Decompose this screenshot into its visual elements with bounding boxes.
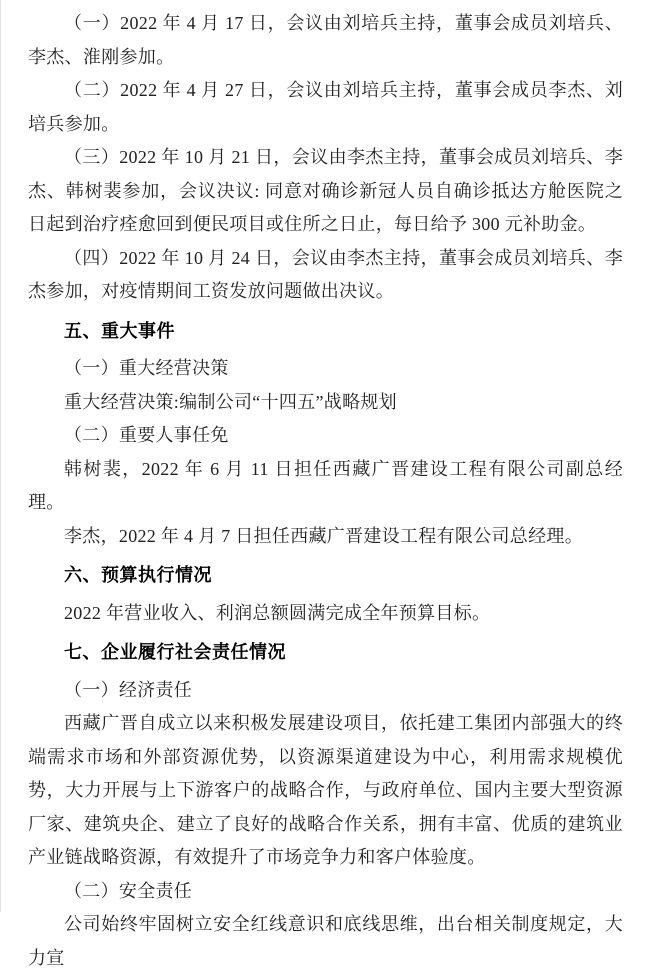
body-paragraph: （一）重大经营决策 — [64, 358, 229, 378]
body-paragraph: 韩树裴，2022 年 6 月 11 日担任西藏广晋建设工程有限公司副总经理。 — [28, 458, 623, 512]
body-paragraph: （二）2022 年 4 月 27 日，会议由刘培兵主持，董事会成员李杰、刘培兵参加。 — [28, 80, 623, 134]
body-paragraph: （一）2022 年 4 月 17 日，会议由刘培兵主持，董事会成员刘培兵、李杰、淮刚参加。 — [28, 13, 623, 67]
body-paragraph: 公司始终牢固树立安全红线意识和底线思维，出台相关制度规定，大力宣 — [28, 914, 623, 968]
body-paragraph: 2022 年营业收入、利润总额圆满完成全年预算目标。 — [64, 602, 491, 623]
body-paragraph: （三）2022 年 10 月 21 日，会议由李杰主持，董事会成员刘培兵、李杰、韩树裴参加，会议决议: 同意对确诊新冠人员自确诊抵达方舱医院之日起到治疗痊愈回到便民项目或住所之日止，每日给予 300 元补助金。 — [28, 147, 623, 234]
body-paragraph: （四）2022 年 10 月 24 日，会议由李杰主持，董事会成员刘培兵、李杰参加，对疫情期间工资发放问题做出决议。 — [28, 247, 623, 301]
body-paragraph: （二）重要人事任免 — [64, 425, 229, 445]
body-paragraph: 西藏广晋自成立以来积极发展建设项目，依托建工集团内部强大的终端需求市场和外部资源优势，以资源渠道建设为中心，利用需求规模优势，大力开展与上下游客户的战略合作，与政府单位、国内主要大型资源厂家、建筑央企、建立了良好的战略合作关系，拥有丰富、优质的建筑业产业链战略资源，有效提升了市场竞争力和客户体验度。 — [28, 713, 623, 867]
body-paragraph: 李杰，2022 年 4 月 7 日担任西藏广晋建设工程有限公司总经理。 — [64, 525, 583, 546]
body-paragraph: 重大经营决策:编制公司“十四五”战略规划 — [64, 391, 397, 412]
body-paragraph: （二）安全责任 — [64, 880, 193, 901]
section-heading: 六、预算执行情况 — [64, 565, 212, 585]
body-paragraph: （一）经济责任 — [64, 679, 193, 700]
section-heading: 五、重大事件 — [64, 320, 175, 341]
section-heading: 七、企业履行社会责任情况 — [64, 642, 286, 662]
